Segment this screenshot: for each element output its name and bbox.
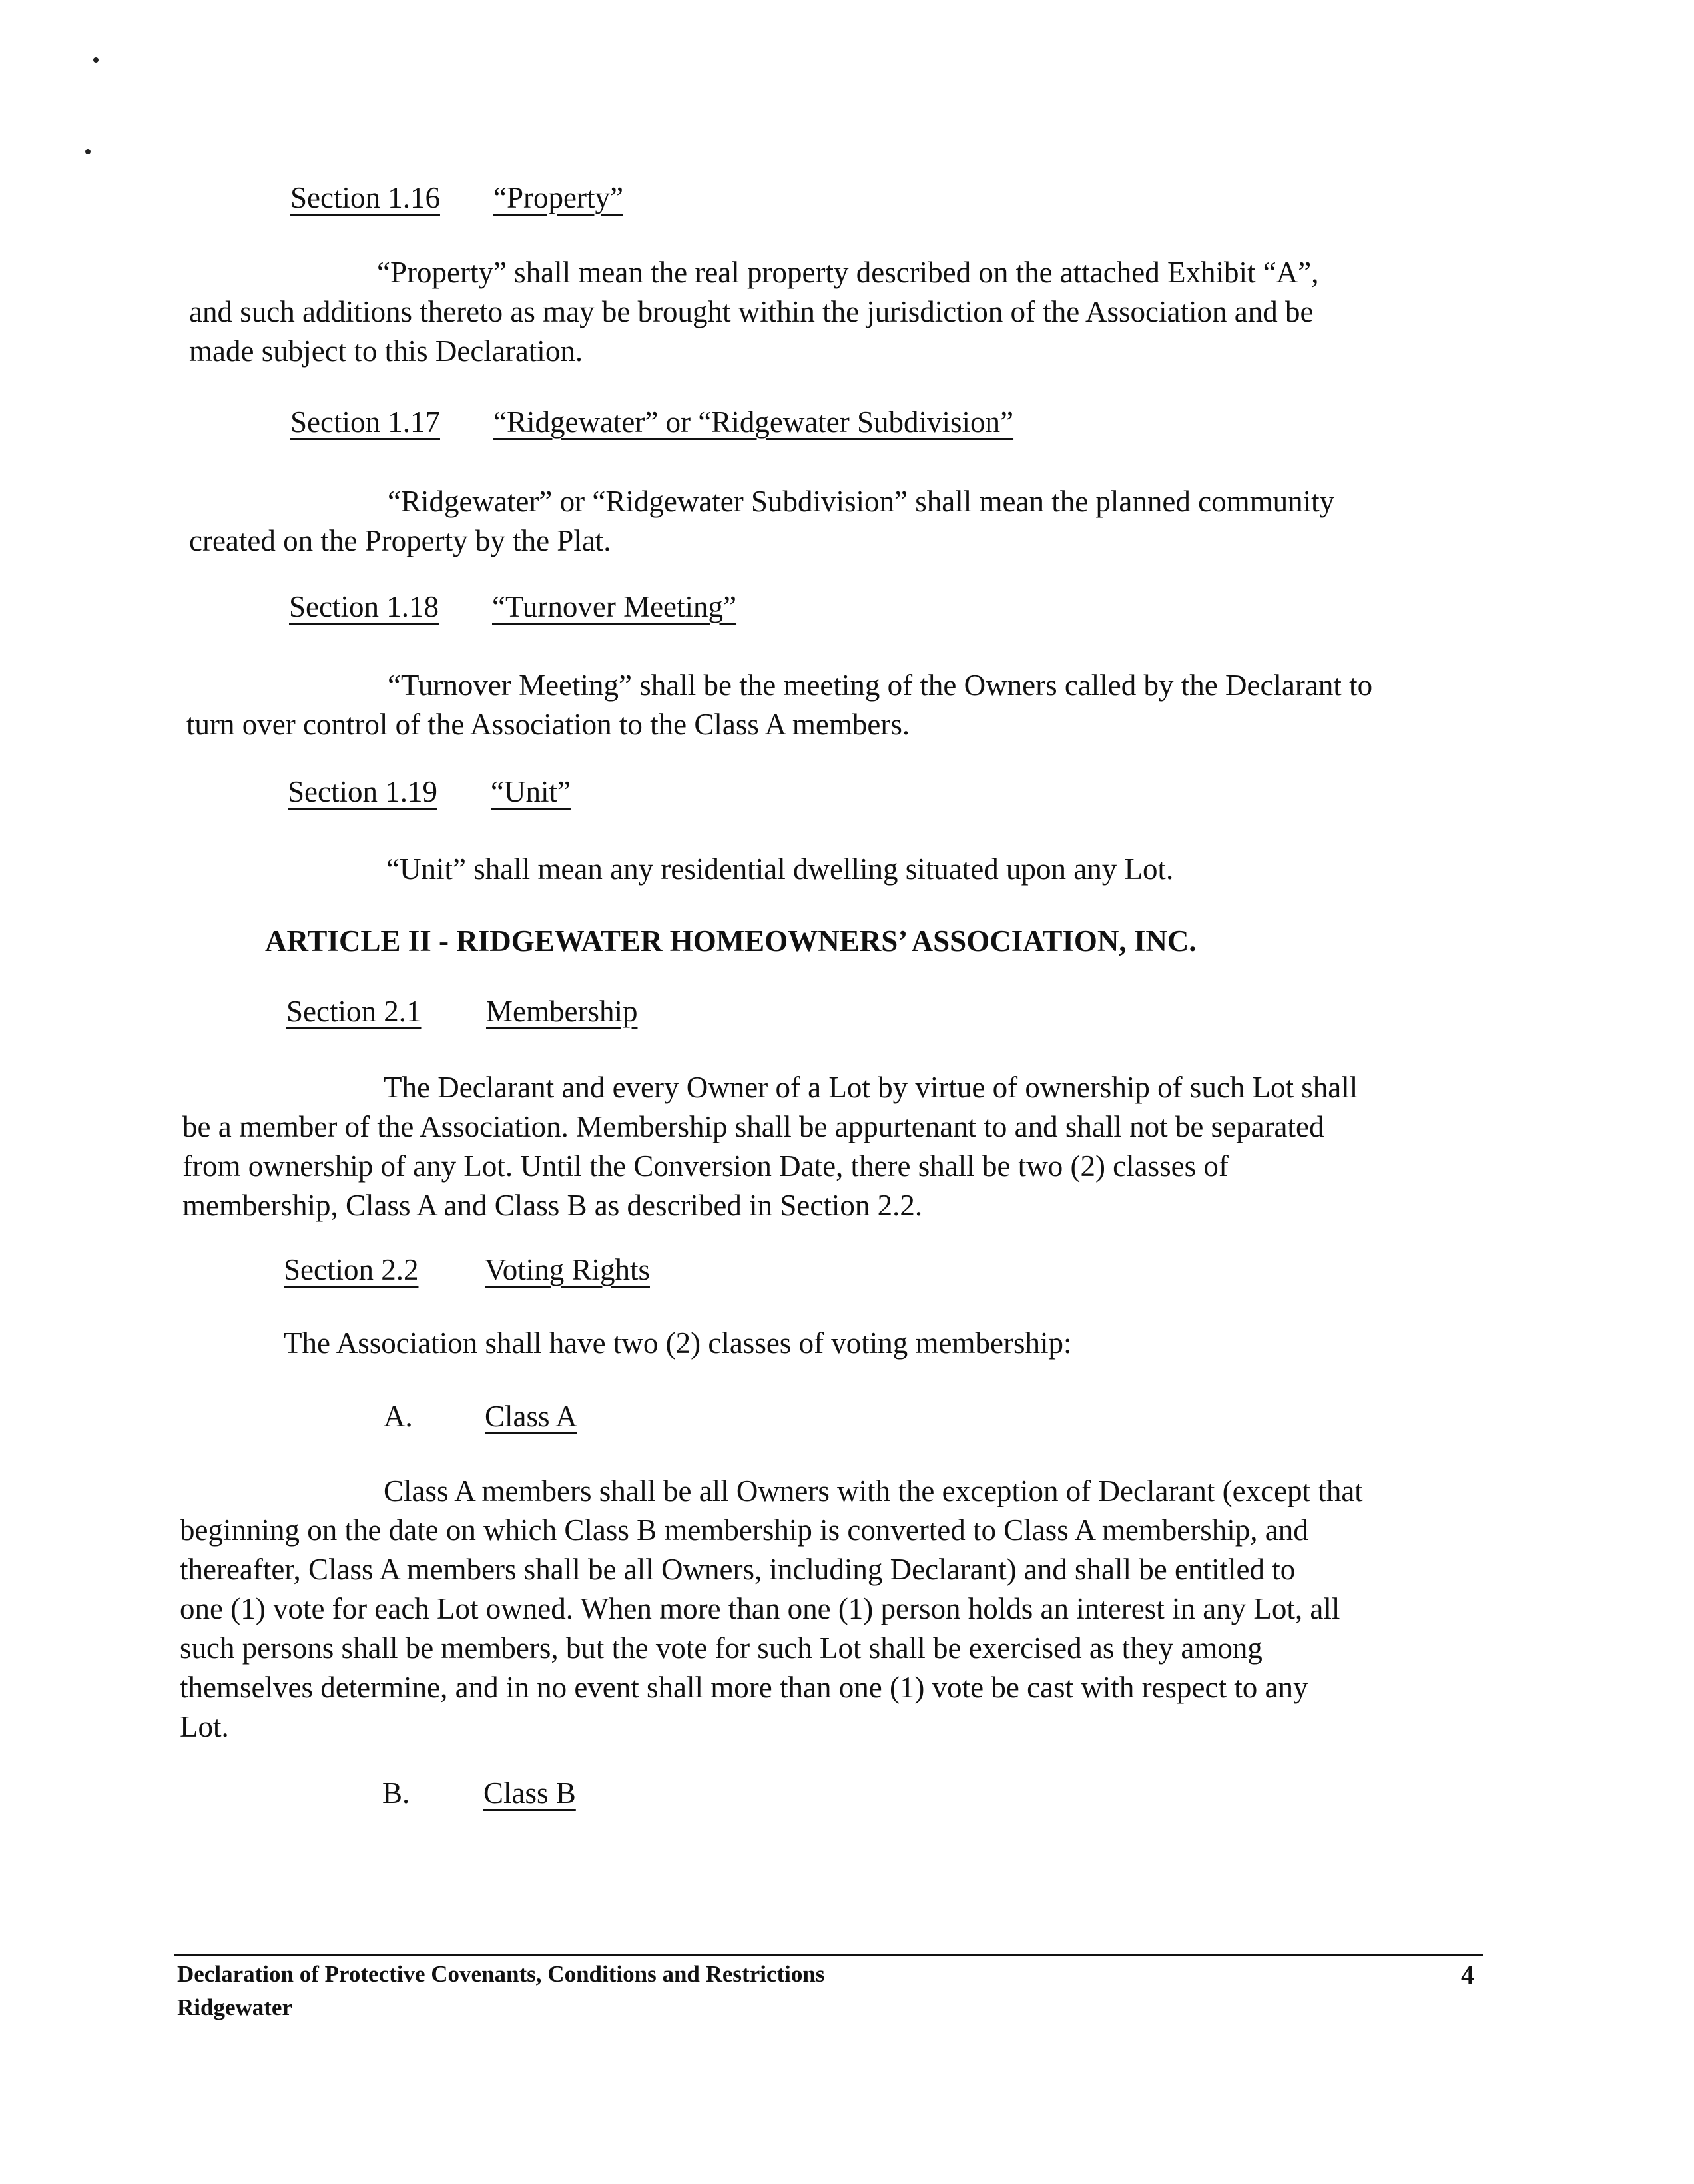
- article-heading: ARTICLE II - RIDGEWATER HOMEOWNERS’ ASSOCIATION, INC.: [265, 924, 1197, 957]
- footer-rule: [174, 1954, 1483, 1956]
- body-line: “Property” shall mean the real property described on the attached Exhibit “A”,: [377, 256, 1319, 289]
- voting-intro: The Association shall have two (2) classes of voting membership:: [284, 1326, 1072, 1360]
- section-number: Section 2.2: [284, 1253, 419, 1286]
- section-body: [186, 666, 1372, 744]
- body-line: Lot.: [180, 1710, 229, 1743]
- body-line: turn over control of the Association to the Class A members.: [186, 708, 910, 741]
- section-title: “Property”: [493, 181, 623, 214]
- section-number: Section 1.17: [290, 406, 440, 439]
- body-line: and such additions thereto as may be brought within the jurisdiction of the Association and be: [189, 295, 1314, 328]
- section-title: “Turnover Meeting”: [492, 590, 737, 623]
- class-heading: [384, 1397, 577, 1436]
- section-heading: [284, 1250, 650, 1290]
- class-letter: A.: [384, 1400, 413, 1433]
- body-line: themselves determine, and in no event shall more than one (1) vote be cast with respect to any: [180, 1671, 1308, 1704]
- footer-subtitle: Ridgewater: [177, 1994, 293, 2020]
- class-title: Class B: [483, 1776, 576, 1810]
- section-body: [189, 482, 1334, 561]
- section-heading: [288, 772, 571, 812]
- section-body: [386, 850, 1173, 889]
- page-number: 4: [1461, 1960, 1474, 1990]
- body-line: “Turnover Meeting” shall be the meeting of the Owners called by the Declarant to: [388, 669, 1373, 702]
- class-title: Class A: [485, 1400, 577, 1433]
- body-line: Class A members shall be all Owners with the exception of Declarant (except that: [384, 1474, 1363, 1507]
- section-title: “Ridgewater” or “Ridgewater Subdivision”: [493, 406, 1014, 439]
- body-line: be a member of the Association. Membership shall be appurtenant to and shall not be separated: [182, 1110, 1324, 1143]
- body-line: “Unit” shall mean any residential dwelling situated upon any Lot.: [386, 852, 1174, 886]
- body-line: created on the Property by the Plat.: [189, 524, 611, 557]
- footer-title: Declaration of Protective Covenants, Conditions and Restrictions: [177, 1961, 825, 1987]
- body-line: beginning on the date on which Class B membership is converted to Class A membership, and: [180, 1513, 1308, 1547]
- section-title: “Unit”: [491, 775, 571, 808]
- section-heading: [286, 992, 637, 1031]
- section-title: Membership: [486, 995, 638, 1028]
- class-letter: B.: [382, 1776, 410, 1810]
- section-number: Section 1.19: [288, 775, 437, 808]
- section-number: Section 1.18: [289, 590, 439, 623]
- section-heading: [290, 403, 1013, 442]
- body-line: made subject to this Declaration.: [189, 334, 583, 368]
- section-body: [189, 253, 1318, 371]
- body-line: from ownership of any Lot. Until the Conversion Date, there shall be two (2) classes of: [182, 1149, 1229, 1183]
- section-heading: [290, 178, 623, 218]
- section-body: [182, 1068, 1358, 1225]
- class-heading: [382, 1774, 576, 1813]
- scan-speck: [85, 149, 91, 154]
- section-number: Section 2.1: [286, 995, 422, 1028]
- class-body: [180, 1472, 1363, 1747]
- body-line: “Ridgewater” or “Ridgewater Subdivision” shall mean the planned community: [388, 485, 1335, 518]
- body-line: such persons shall be members, but the vote for such Lot shall be exercised as they among: [180, 1631, 1263, 1665]
- body-line: thereafter, Class A members shall be all Owners, including Declarant) and shall be entitled to: [180, 1553, 1296, 1586]
- body-line: The Declarant and every Owner of a Lot by virtue of ownership of such Lot shall: [384, 1071, 1358, 1104]
- section-title: Voting Rights: [485, 1253, 650, 1286]
- body-line: membership, Class A and Class B as described in Section 2.2.: [182, 1189, 923, 1222]
- section-number: Section 1.16: [290, 181, 440, 214]
- scan-speck: [93, 57, 99, 63]
- section-heading: [289, 587, 736, 627]
- body-line: one (1) vote for each Lot owned. When more than one (1) person holds an interest in any Lot, all: [180, 1592, 1340, 1625]
